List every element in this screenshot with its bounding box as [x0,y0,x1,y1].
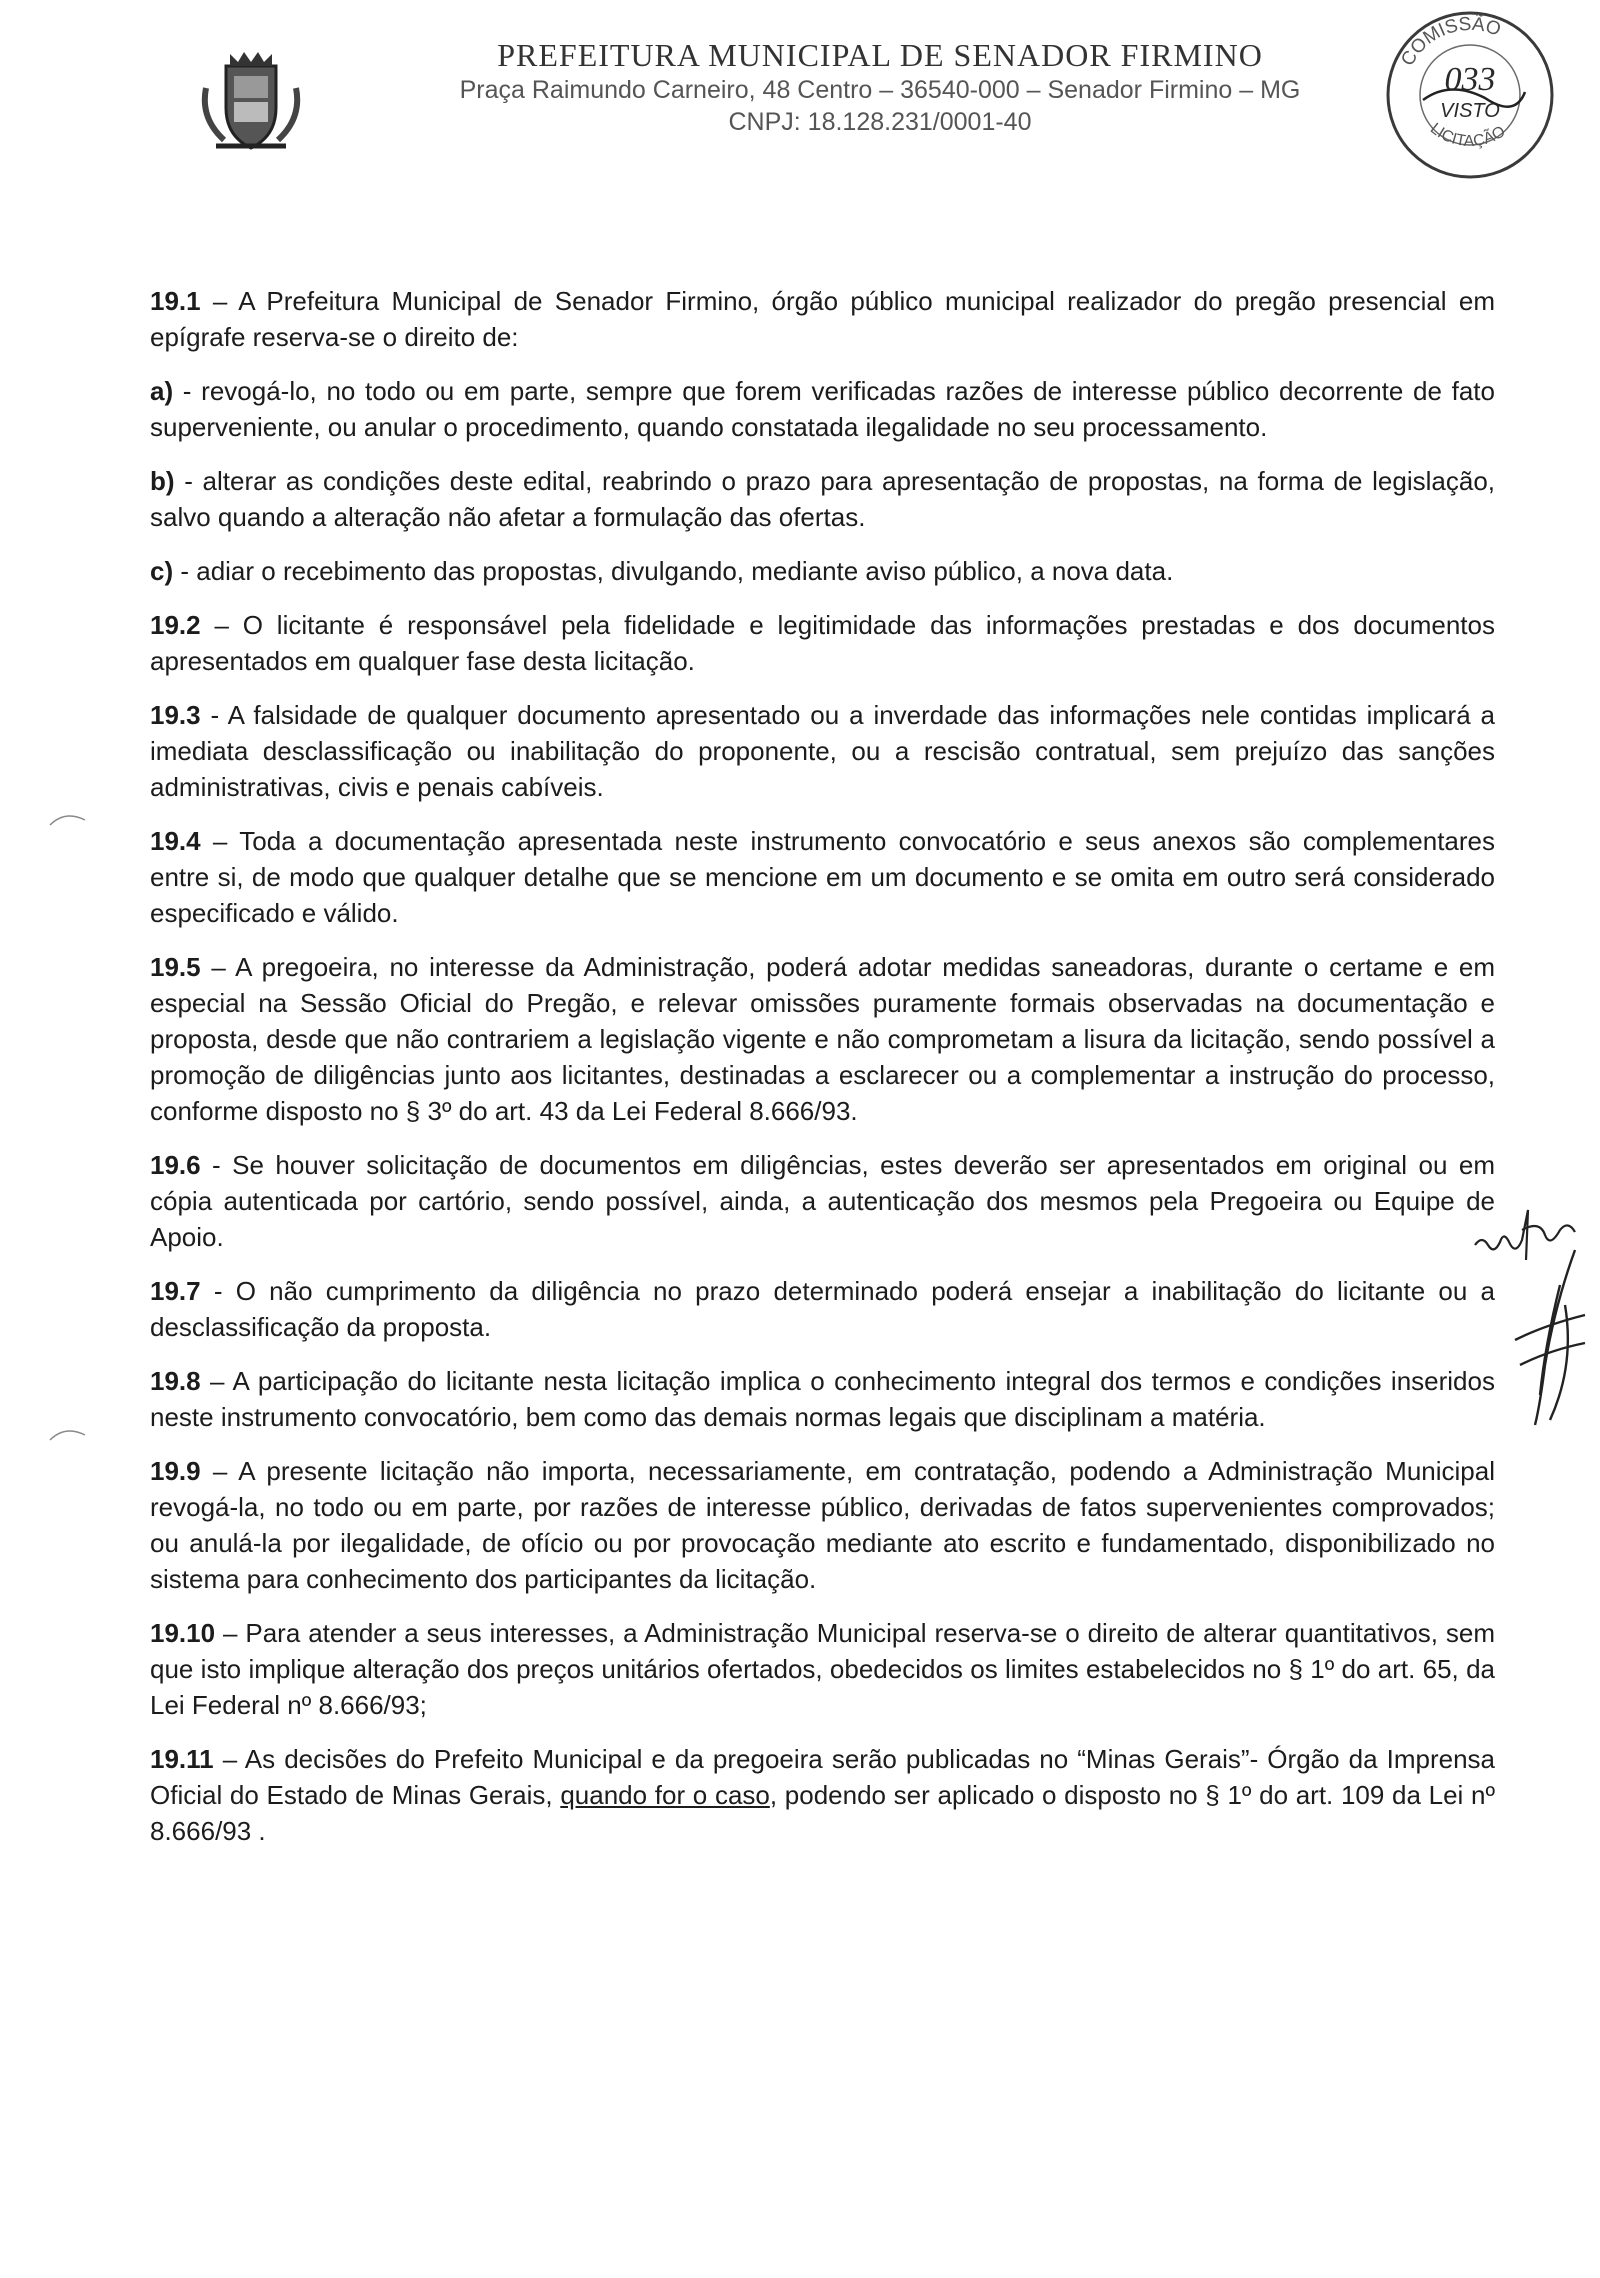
org-cnpj: CNPJ: 18.128.231/0001-40 [728,108,1032,136]
stamp-middle-text: VISTO [1440,100,1500,122]
svg-text:LICITAÇÃO [1427,120,1509,150]
underlined-phrase: quando for o caso [560,1780,770,1810]
municipal-crest-logo [196,48,306,158]
scan-mark [45,810,95,830]
clause-19-11: 19.11 – As decisões do Prefeito Municipal e da pregoeira serão publicadas no “Minas Gerais”- Órgão da Imprensa Oficial do Estado de Minas Gerais, quando for o caso, podendo ser aplicado o disposto no § 1º do art. 109 da Lei nº 8.666/93 . [150,1744,1495,1846]
letterhead [400,36,1360,138]
clause-b: b) - alterar as condições deste edital, reabrindo o prazo para apresentação de propostas, na forma de legislação, salvo quando a alteração não afetar a formulação das ofertas. [150,466,1496,532]
stamp-top-text: COMISSÃO [1397,13,1504,70]
clause-19-6: 19.6 - Se houver solicitação de documentos em diligências, estes deverão ser apresentados em original ou em cópia autenticada por cartório, sendo possível, ainda, a autenticação dos mesmos pela Pregoeira ou Equipe de Apoio. [150,1150,1495,1252]
clause-19-9: 19.9 – A presente licitação não importa, necessariamente, em contratação, podendo a Administração Municipal revogá-la, no todo ou em parte, por razões de interesse público, derivadas de fatos supervenientes comprovados; ou anulá-la por ilegalidade, de ofício ou por provocação mediante ato escrito e fundamentado, disponibilizado no sistema para conhecimento dos participantes da licitação. [150,1456,1496,1594]
clause-19-8: 19.8 – A participação do licitante nesta licitação implica o conhecimento integral dos termos e condições inseridos neste instrumento convocatório, bem como das demais normas legais que disciplinam a matéria. [150,1366,1495,1432]
clause-19-7: 19.7 - O não cumprimento da diligência no prazo determinado poderá ensejar a inabilitação do licitante ou a desclassificação da proposta. [150,1276,1495,1342]
stamp-number: 033 [1444,61,1496,98]
clause-19-4: 19.4 – Toda a documentação apresentada neste instrumento convocatório e seus anexos são complementares entre si, de modo que qualquer detalhe que se mencione em um documento e se omita em outro será considerado especificado e válido. [150,826,1496,928]
org-name: PREFEITURA MUNICIPAL DE SENADOR FIRMINO [497,37,1263,73]
org-address: Praça Raimundo Carneiro, 48 Centro – 36540-000 – Senador Firmino – MG [459,76,1301,104]
scan-mark [45,1425,95,1445]
document-body [150,283,1495,1867]
clause-c: c) - adiar o recebimento das propostas, divulgando, mediante aviso público, a nova data. [150,556,1174,586]
clause-19-1: 19.1 – A Prefeitura Municipal de Senador Firmino, órgão público municipal realizador do pregão presencial em epígrafe reserva-se o direito de: [150,286,1495,352]
clause-19-3: 19.3 - A falsidade de qualquer documento apresentado ou a inverdade das informações nele contidas implicará a imediata desclassificação ou inabilitação do proponente, ou a rescisão contratual, sem prejuízo das sanções administrativas, civis e penais cabíveis. [150,700,1495,802]
clause-a: a) - revogá-lo, no todo ou em parte, sempre que forem verificadas razões de interesse público decorrente de fato superveniente, ou anular o procedimento, quando constatada ilegalidade no seu processamento. [150,376,1495,442]
stamp-bottom-text: LICITAÇÃO [1426,120,1509,151]
clause-19-5: 19.5 – A pregoeira, no interesse da Administração, poderá adotar medidas saneadoras, durante o certame e em especial na Sessão Oficial do Pregão, e relevar omissões puramente formais observadas na documentação e proposta, desde que não contrariem a legislação vigente e não comprometam a lisura da licitação, sendo possível a promoção de diligências junto aos licitantes, destinadas a esclarecer ou a complementar a instrução do processo, conforme disposto no § 3º do art. 43 da Lei Federal 8.666/93. [150,952,1496,1126]
clause-19-10: 19.10 – Para atender a seus interesses, a Administração Municipal reserva-se o direito de alterar quantitativos, sem que isto implique alteração dos preços unitários ofertados, obedecidos os limites estabelecidos no § 1º do art. 65, da Lei Federal nº 8.666/93; [150,1618,1495,1720]
handwritten-rubric-signature [1505,1245,1595,1435]
clause-19-2: 19.2 – O licitante é responsável pela fidelidade e legitimidade das informações prestadas e dos documentos apresentados em qualquer fase desta licitação. [150,610,1495,676]
commission-stamp [1375,0,1565,190]
